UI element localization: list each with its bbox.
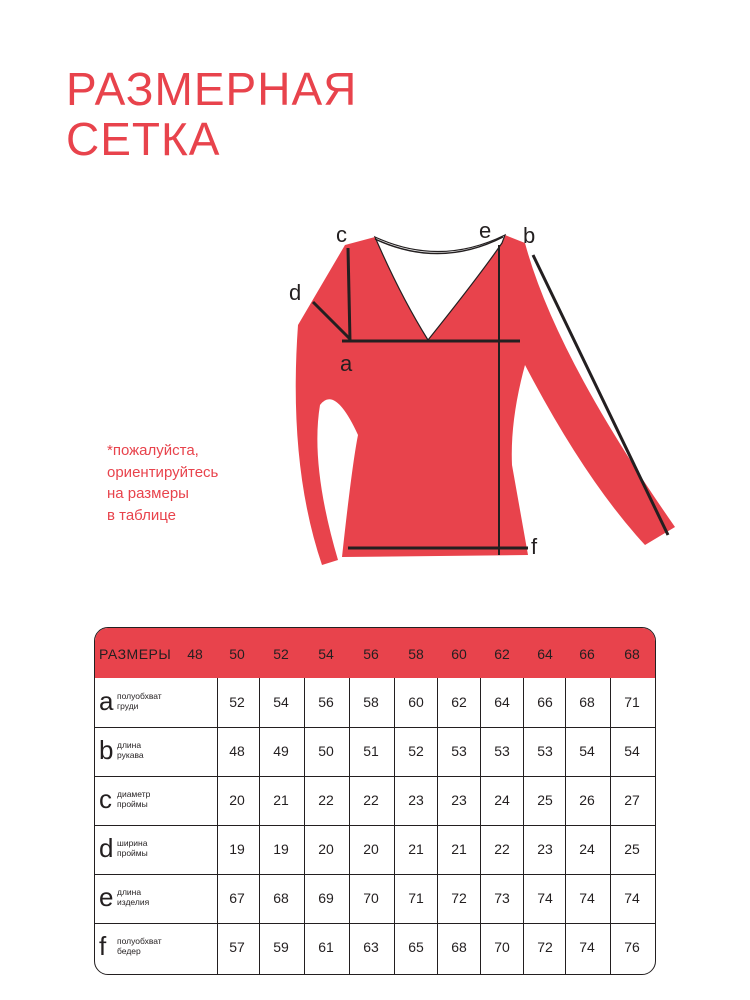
- measure-description: [117, 887, 177, 907]
- table-cell: 74: [624, 890, 640, 906]
- label-c: c: [336, 222, 347, 247]
- measure-description: [117, 789, 177, 809]
- size-header-cell: 68: [624, 646, 640, 662]
- table-cell: 22: [494, 841, 510, 857]
- table-cell: 59: [273, 939, 289, 955]
- size-header-cell: 60: [451, 646, 467, 662]
- measure-description-line: изделия: [117, 897, 150, 907]
- label-b: b: [523, 223, 536, 248]
- table-cell: 19: [273, 841, 289, 857]
- table-cell: 68: [451, 939, 467, 955]
- table-row: [95, 678, 655, 727]
- note-line-1: *пожалуйста,: [107, 442, 199, 459]
- table-cell: 24: [579, 841, 595, 857]
- label-f: f: [531, 534, 538, 559]
- table-cell: 74: [537, 890, 553, 906]
- table-cell: 53: [451, 743, 467, 759]
- table-cell: 62: [451, 694, 467, 710]
- table-row: [95, 923, 655, 972]
- size-header-cell: 56: [363, 646, 379, 662]
- measure-line-c: [348, 248, 350, 341]
- measure-description: [117, 740, 177, 760]
- table-cell: 23: [451, 792, 467, 808]
- label-e: e: [479, 218, 492, 243]
- measure-description-line: рукава: [117, 750, 144, 760]
- table-cell: 27: [624, 792, 640, 808]
- table-row: [95, 776, 655, 825]
- measure-letter: a: [99, 686, 114, 716]
- table-cell: 25: [624, 841, 640, 857]
- table-cell: 21: [408, 841, 424, 857]
- table-cell: 22: [318, 792, 334, 808]
- size-header-cell: 64: [537, 646, 553, 662]
- table-cell: 20: [363, 841, 379, 857]
- table-cell: 21: [451, 841, 467, 857]
- table-cell: 25: [537, 792, 553, 808]
- table-cell: 23: [537, 841, 553, 857]
- measure-description-line: проймы: [117, 848, 148, 858]
- page-title-line-1: РАЗМЕРНАЯ: [66, 63, 358, 115]
- size-header-cell: 54: [318, 646, 334, 662]
- page-title-line-2: СЕТКА: [66, 113, 221, 165]
- label-d: d: [289, 280, 302, 305]
- note-line-3: на размеры: [107, 485, 189, 502]
- table-cell: 69: [318, 890, 334, 906]
- measure-letter: d: [99, 833, 114, 863]
- size-header-cell: 62: [494, 646, 510, 662]
- table-cell: 71: [408, 890, 424, 906]
- table-cell: 20: [229, 792, 245, 808]
- table-cell: 26: [579, 792, 595, 808]
- size-header-cell: 48: [187, 646, 203, 662]
- table-cell: 73: [494, 890, 510, 906]
- table-cell: 67: [229, 890, 245, 906]
- table-cell: 53: [537, 743, 553, 759]
- measure-letter: f: [99, 931, 107, 961]
- table-cell: 74: [579, 939, 595, 955]
- table-cell: 23: [408, 792, 424, 808]
- measure-description-line: полуобхват: [117, 936, 162, 946]
- measure-description: [117, 691, 177, 711]
- table-cell: 64: [494, 694, 510, 710]
- table-cell: 48: [229, 743, 245, 759]
- table-cell: 68: [579, 694, 595, 710]
- table-cell: 70: [363, 890, 379, 906]
- measure-description: [117, 936, 177, 956]
- measure-description: [117, 838, 177, 858]
- measure-description-line: проймы: [117, 799, 148, 809]
- table-cell: 72: [537, 939, 553, 955]
- garment-diagram: [280, 215, 690, 575]
- size-header-cell: 58: [408, 646, 424, 662]
- table-cell: 61: [318, 939, 334, 955]
- table-cell: 70: [494, 939, 510, 955]
- size-header-cell: 52: [273, 646, 289, 662]
- page-title: [66, 64, 357, 164]
- table-row: [95, 727, 655, 776]
- table-cell: 58: [363, 694, 379, 710]
- table-cell: 21: [273, 792, 289, 808]
- table-cell: 60: [408, 694, 424, 710]
- table-cell: 68: [273, 890, 289, 906]
- label-a: a: [340, 351, 353, 376]
- sizes-header-label: РАЗМЕРЫ: [99, 646, 172, 662]
- table-cell: 63: [363, 939, 379, 955]
- measure-description-line: диаметр: [117, 789, 151, 799]
- table-cell: 49: [273, 743, 289, 759]
- measure-description-line: длина: [117, 887, 142, 897]
- measure-description-line: длина: [117, 740, 142, 750]
- table-cell: 65: [408, 939, 424, 955]
- note-line-2: ориентируйтесь: [107, 463, 219, 481]
- table-cell: 57: [229, 939, 245, 955]
- table-cell: 53: [494, 743, 510, 759]
- size-header-cell: 66: [579, 646, 595, 662]
- measure-letter: b: [99, 735, 114, 765]
- table-cell: 22: [363, 792, 379, 808]
- size-header-cell: 50: [229, 646, 245, 662]
- table-cell: 19: [229, 841, 245, 857]
- table-cell: 24: [494, 792, 510, 808]
- note-line-4: в таблице: [107, 506, 176, 524]
- table-cell: 52: [408, 743, 424, 759]
- table-cell: 54: [579, 743, 595, 759]
- sweater-shape: [296, 235, 675, 565]
- table-cell: 50: [318, 743, 334, 759]
- table-cell: 54: [624, 743, 640, 759]
- measure-description-line: полуобхват: [117, 691, 162, 701]
- sweater-illustration: [280, 215, 690, 575]
- table-cell: 72: [451, 890, 467, 906]
- size-note: [107, 440, 218, 526]
- table-cell: 52: [229, 694, 245, 710]
- table-cell: 51: [363, 743, 379, 759]
- table-cell: 20: [318, 841, 334, 857]
- table-row: [95, 874, 655, 923]
- table-cell: 76: [624, 939, 640, 955]
- table-row: [95, 825, 655, 874]
- table-cell: 71: [624, 694, 640, 710]
- table-cell: 56: [318, 694, 334, 710]
- size-table: [94, 627, 656, 975]
- measure-letter: e: [99, 882, 114, 912]
- table-cell: 74: [579, 890, 595, 906]
- size-table-header: [95, 628, 655, 678]
- measure-letter: c: [99, 784, 112, 814]
- table-cell: 66: [537, 694, 553, 710]
- table-cell: 54: [273, 694, 289, 710]
- measure-description-line: груди: [117, 701, 139, 711]
- measure-description-line: ширина: [117, 838, 148, 848]
- measure-description-line: бедер: [117, 946, 141, 956]
